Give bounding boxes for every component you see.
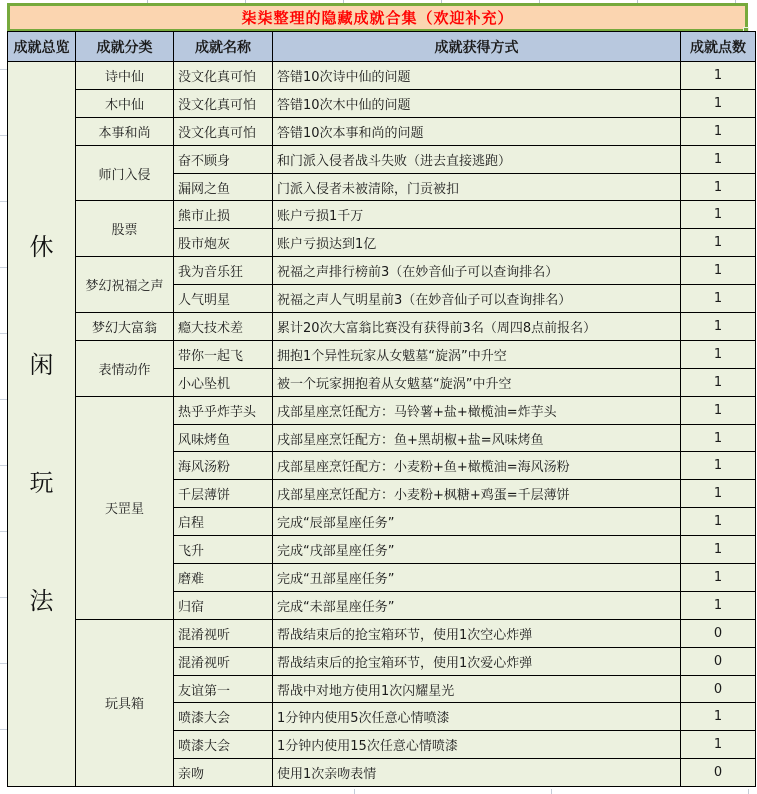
cell-achievement-name[interactable]: 混淆视听 <box>174 619 273 647</box>
overview-vertical-text <box>12 62 71 786</box>
cell-points[interactable]: 1 <box>681 257 756 285</box>
cell-points[interactable]: 1 <box>681 424 756 452</box>
cell-points[interactable]: 0 <box>681 759 756 787</box>
header-row <box>8 32 756 62</box>
cell-achievement-name[interactable]: 亲吻 <box>174 759 273 787</box>
cell-category[interactable]: 本事和尚 <box>76 117 174 145</box>
cell-category[interactable]: 诗中仙 <box>76 62 174 90</box>
cell-points[interactable]: 0 <box>681 647 756 675</box>
cell-points[interactable]: 1 <box>681 564 756 592</box>
cell-points[interactable]: 1 <box>681 145 756 173</box>
cell-how-to-obtain[interactable]: 答错10次诗中仙的问题 <box>273 62 681 90</box>
cell-achievement-name[interactable]: 小心坠机 <box>174 368 273 396</box>
table-row <box>8 257 756 285</box>
cell-points[interactable]: 0 <box>681 619 756 647</box>
cell-points[interactable]: 1 <box>681 201 756 229</box>
cell-achievement-name[interactable]: 股市炮灰 <box>174 229 273 257</box>
cell-how-to-obtain[interactable]: 完成“辰部星座任务” <box>273 508 681 536</box>
cell-points[interactable]: 1 <box>681 229 756 257</box>
cell-how-to-obtain[interactable]: 累计20次大富翁比赛没有获得前3名（周四8点前报名） <box>273 313 681 341</box>
cell-achievement-name[interactable]: 风味烤鱼 <box>174 424 273 452</box>
achievement-table <box>7 31 756 787</box>
cell-category[interactable]: 梦幻祝福之声 <box>76 257 174 313</box>
cell-points[interactable]: 1 <box>681 452 756 480</box>
cell-how-to-obtain[interactable]: 帮战中对地方使用1次闪耀星光 <box>273 675 681 703</box>
sheet-gridline-ticks-left <box>0 4 7 789</box>
cell-achievement-name[interactable]: 喷漆大会 <box>174 731 273 759</box>
cell-how-to-obtain[interactable]: 戌部星座烹饪配方：鱼+黑胡椒+盐=风味烤鱼 <box>273 424 681 452</box>
cell-category[interactable]: 玩具箱 <box>76 619 174 786</box>
cell-how-to-obtain[interactable]: 帮战结束后的抢宝箱环节，使用1次爱心炸弹 <box>273 647 681 675</box>
title-cell[interactable] <box>7 3 748 32</box>
table-row <box>8 396 756 424</box>
page-title: 柒柒整理的隐藏成就合集（欢迎补充） <box>241 9 514 27</box>
cell-achievement-name[interactable]: 喷漆大会 <box>174 703 273 731</box>
col-header-overview[interactable]: 成就总览 <box>8 32 76 62</box>
overview-char: 法 <box>29 587 54 616</box>
cell-achievement-name[interactable]: 瘾大技术差 <box>174 313 273 341</box>
cell-achievement-name[interactable]: 没文化真可怕 <box>174 62 273 90</box>
cell-achievement-name[interactable]: 友谊第一 <box>174 675 273 703</box>
cell-how-to-obtain[interactable]: 拥抱1个异性玩家从女魃墓“旋涡”中升空 <box>273 340 681 368</box>
cell-how-to-obtain[interactable]: 账户亏损达到1亿 <box>273 229 681 257</box>
col-header-name[interactable]: 成就名称 <box>174 32 273 62</box>
cell-achievement-name[interactable]: 热乎乎炸芋头 <box>174 396 273 424</box>
cell-points[interactable]: 1 <box>681 396 756 424</box>
cell-how-to-obtain[interactable]: 1分钟内使用5次任意心情喷漆 <box>273 703 681 731</box>
cell-how-to-obtain[interactable]: 账户亏损1千万 <box>273 201 681 229</box>
cell-points[interactable]: 1 <box>681 508 756 536</box>
cell-how-to-obtain[interactable]: 被一个玩家拥抱着从女魃墓“旋涡”中升空 <box>273 368 681 396</box>
cell-how-to-obtain[interactable]: 祝福之声排行榜前3（在妙音仙子可以查询排名） <box>273 257 681 285</box>
cell-points[interactable]: 1 <box>681 480 756 508</box>
cell-achievement-name[interactable]: 熊市止损 <box>174 201 273 229</box>
table-row <box>8 619 756 647</box>
cell-how-to-obtain[interactable]: 1分钟内使用15次任意心情喷漆 <box>273 731 681 759</box>
cell-how-to-obtain[interactable]: 戌部星座烹饪配方：马铃薯+盐+橄榄油=炸芋头 <box>273 396 681 424</box>
cell-achievement-name[interactable]: 奋不顾身 <box>174 145 273 173</box>
cell-achievement-name[interactable]: 带你一起飞 <box>174 340 273 368</box>
cell-how-to-obtain[interactable]: 和门派入侵者战斗失败（进去直接逃跑） <box>273 145 681 173</box>
cell-how-to-obtain[interactable]: 帮战结束后的抢宝箱环节，使用1次空心炸弹 <box>273 619 681 647</box>
cell-achievement-name[interactable]: 海风汤粉 <box>174 452 273 480</box>
cell-how-to-obtain[interactable]: 完成“未部星座任务” <box>273 591 681 619</box>
cell-how-to-obtain[interactable]: 使用1次亲吻表情 <box>273 759 681 787</box>
cell-achievement-name[interactable]: 启程 <box>174 508 273 536</box>
cell-points[interactable]: 1 <box>681 285 756 313</box>
cell-points[interactable]: 1 <box>681 591 756 619</box>
cell-how-to-obtain[interactable]: 祝福之声人气明星前3（在妙音仙子可以查询排名） <box>273 285 681 313</box>
cell-how-to-obtain[interactable]: 完成“丑部星座任务” <box>273 564 681 592</box>
cell-how-to-obtain[interactable]: 戌部星座烹饪配方：小麦粉+鱼+橄榄油=海风汤粉 <box>273 452 681 480</box>
cell-achievement-name[interactable]: 漏网之鱼 <box>174 173 273 201</box>
cell-points[interactable]: 1 <box>681 313 756 341</box>
cell-how-to-obtain[interactable]: 门派入侵者未被清除，门贡被扣 <box>273 173 681 201</box>
overview-char: 休 <box>29 233 54 262</box>
cell-points[interactable]: 1 <box>681 731 756 759</box>
cell-how-to-obtain[interactable]: 戌部星座烹饪配方：小麦粉+枫糖+鸡蛋=千层薄饼 <box>273 480 681 508</box>
cell-achievement-name[interactable]: 没文化真可怕 <box>174 89 273 117</box>
sheet-gridline-ticks-bottom <box>0 789 757 794</box>
table-row <box>8 340 756 368</box>
cell-points[interactable]: 1 <box>681 62 756 90</box>
col-header-how[interactable]: 成就获得方式 <box>273 32 681 62</box>
cell-category[interactable]: 师门入侵 <box>76 145 174 201</box>
cell-achievement-name[interactable]: 千层薄饼 <box>174 480 273 508</box>
overview-merged-cell[interactable] <box>8 62 76 787</box>
col-header-points[interactable]: 成就点数 <box>681 32 756 62</box>
cell-how-to-obtain[interactable]: 答错10次本事和尚的问题 <box>273 117 681 145</box>
overview-char: 玩 <box>29 469 54 498</box>
table-row <box>8 313 756 341</box>
cell-points[interactable]: 1 <box>681 703 756 731</box>
cell-achievement-name[interactable]: 我为音乐狂 <box>174 257 273 285</box>
cell-category[interactable]: 天罡星 <box>76 396 174 619</box>
cell-points[interactable]: 1 <box>681 173 756 201</box>
table-row <box>8 89 756 117</box>
cell-category[interactable]: 木中仙 <box>76 89 174 117</box>
table-row <box>8 62 756 90</box>
table-row <box>8 117 756 145</box>
cell-achievement-name[interactable]: 没文化真可怕 <box>174 117 273 145</box>
col-header-category[interactable]: 成就分类 <box>76 32 174 62</box>
table-row <box>8 201 756 229</box>
cell-points[interactable]: 1 <box>681 340 756 368</box>
cell-points[interactable]: 0 <box>681 675 756 703</box>
cell-points[interactable]: 1 <box>681 536 756 564</box>
cell-category[interactable]: 股票 <box>76 201 174 257</box>
cell-points[interactable]: 1 <box>681 368 756 396</box>
cell-points[interactable]: 1 <box>681 117 756 145</box>
cell-achievement-name[interactable]: 归宿 <box>174 591 273 619</box>
cell-achievement-name[interactable]: 人气明星 <box>174 285 273 313</box>
cell-how-to-obtain[interactable]: 完成“戌部星座任务” <box>273 536 681 564</box>
cell-category[interactable]: 梦幻大富翁 <box>76 313 174 341</box>
table-row <box>8 145 756 173</box>
cell-points[interactable]: 1 <box>681 89 756 117</box>
cell-how-to-obtain[interactable]: 答错10次木中仙的问题 <box>273 89 681 117</box>
cell-achievement-name[interactable]: 混淆视听 <box>174 647 273 675</box>
cell-achievement-name[interactable]: 磨难 <box>174 564 273 592</box>
cell-achievement-name[interactable]: 飞升 <box>174 536 273 564</box>
cell-category[interactable]: 表情动作 <box>76 340 174 396</box>
overview-char: 闲 <box>29 351 54 380</box>
